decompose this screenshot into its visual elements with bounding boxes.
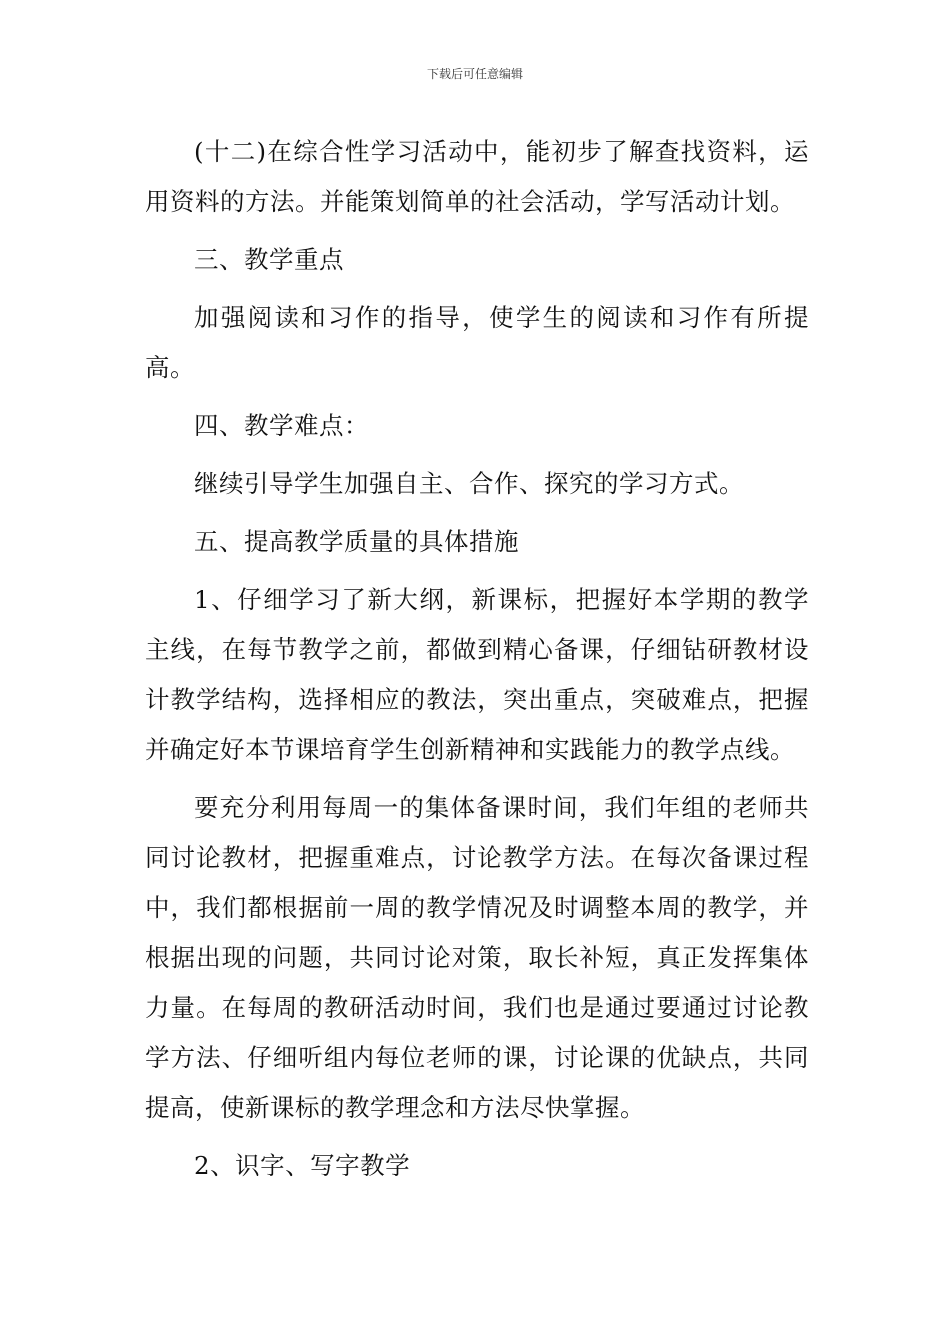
paragraph-item-12: (十二)在综合性学习活动中，能初步了解查找资料，运用资料的方法。并能策划简单的社会活动，学写活动计划。: [145, 137, 809, 216]
paragraph-measure-1: 1、仔细学习了新大纲，新课标，把握好本学期的教学主线，在每节教学之前，都做到精心备课，仔细钻研教材设计教学结构，选择相应的教法，突出重点，突破难点，把握并确定好本节课培育学生创新精神和实践能力的教学点线。: [145, 585, 809, 764]
section-heading-difficulties: 四、教学难点：: [194, 411, 369, 440]
document-body: [145, 127, 809, 1199]
paragraph-collective-preparation: 要充分利用每周一的集体备课时间，我们年组的老师共同讨论教材，把握重难点，讨论教学方法。在每次备课过程中，我们都根据前一周的教学情况及时调整本周的教学，并根据出现的问题，共同讨论对策，取长补短，真正发挥集体力量。在每周的教研活动时间，我们也是通过要通过讨论教学方法、仔细听组内每位老师的课，讨论课的优缺点，共同提高，使新课标的教学理念和方法尽快掌握。: [145, 793, 809, 1122]
page-header-note: 下载后可任意编辑: [426, 67, 523, 81]
paragraph-difficulties: 继续引导学生加强自主、合作、探究的学习方式。: [194, 469, 744, 498]
paragraph-key-points: 加强阅读和习作的指导，使学生的阅读和习作有所提高。: [145, 303, 809, 382]
section-heading-key-points: 三、教学重点: [194, 245, 344, 274]
paragraph-measure-2-heading: 2、识字、写字教学: [194, 1151, 411, 1180]
section-heading-measures: 五、提高教学质量的具体措施: [194, 527, 519, 556]
